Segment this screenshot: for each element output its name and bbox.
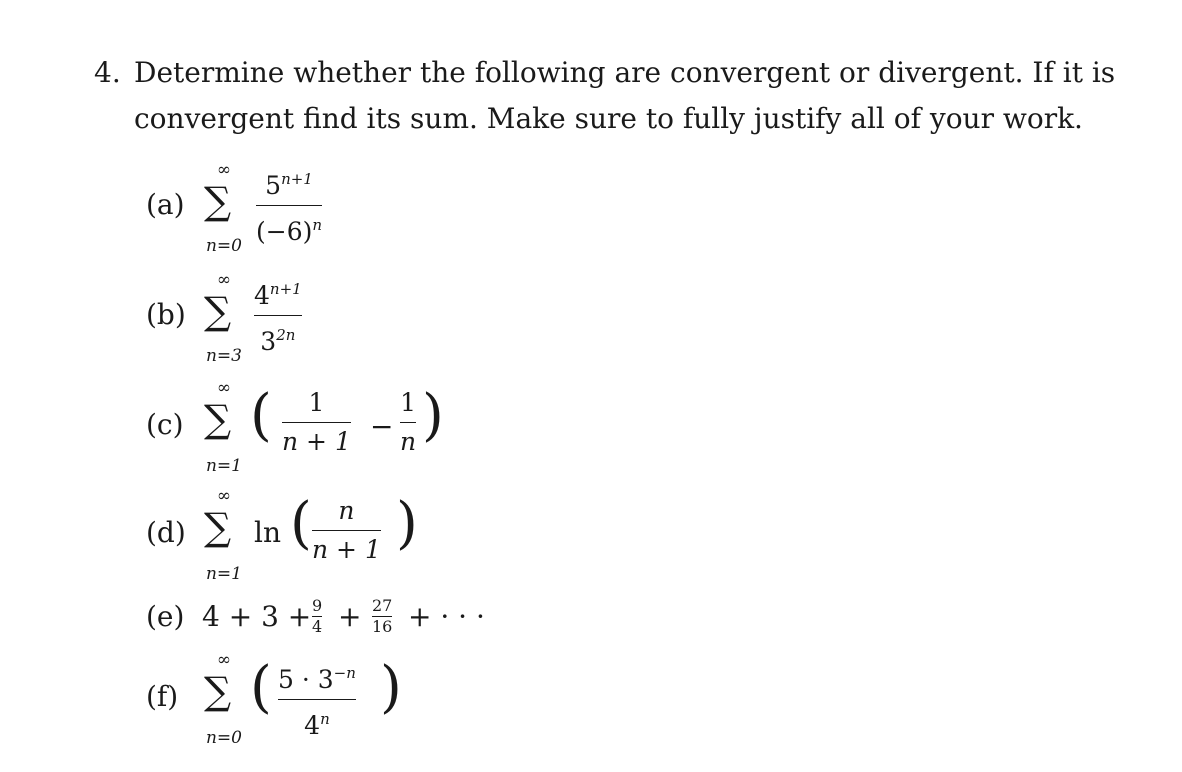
problem-line-1 — [94, 50, 1115, 96]
sigma-symbol: ∑ — [204, 289, 232, 333]
numerator: 1 — [400, 388, 416, 417]
sum-lower-limit: n=1 — [205, 456, 242, 476]
denominator: n — [400, 427, 417, 456]
item-label: (e) — [146, 600, 185, 633]
fraction-2 — [372, 598, 392, 635]
denominator: n + 1 — [282, 427, 351, 456]
plus-sign: + — [338, 600, 362, 633]
numerator: 9 — [312, 596, 323, 615]
ln-function: ln — [254, 516, 281, 549]
left-paren: ( — [250, 383, 272, 448]
left-paren: ( — [250, 655, 272, 720]
fraction-bar — [256, 205, 322, 206]
sigma-symbol: ∑ — [204, 397, 232, 441]
series-start: 4 + 3 + — [202, 600, 312, 633]
right-paren: ) — [380, 655, 402, 720]
sum-lower-limit: n=3 — [205, 346, 242, 366]
problem-number: 4. — [94, 56, 121, 89]
denominator: $3^{2n}$ — [260, 326, 296, 356]
numerator: 27 — [372, 596, 393, 615]
fraction-bar — [282, 422, 351, 423]
fraction — [278, 656, 356, 743]
denominator: 4 — [312, 617, 323, 636]
fraction — [256, 162, 322, 249]
fraction-bar — [254, 315, 302, 316]
minus-sign: − — [370, 410, 394, 443]
right-paren: ) — [396, 491, 418, 556]
sum-upper-limit: ∞ — [216, 160, 232, 180]
sum-upper-limit: ∞ — [216, 650, 232, 670]
fraction-2 — [400, 386, 416, 459]
fraction — [312, 494, 381, 567]
numerator: $4^{n+1}$ — [254, 280, 302, 310]
right-paren: ) — [422, 383, 444, 448]
fraction-bar — [312, 530, 381, 531]
numerator: n — [338, 496, 355, 525]
fraction — [254, 272, 302, 359]
sum-lower-limit: n=1 — [205, 564, 242, 584]
sigma-symbol: ∑ — [204, 179, 232, 223]
problem-text-1: Determine whether the following are convergent or divergent. If it is — [134, 56, 1116, 89]
fraction-1 — [312, 598, 322, 635]
denominator: 16 — [372, 617, 393, 636]
numerator: $5 \cdot 3^{-n}$ — [278, 664, 356, 694]
numerator: $5^{n+1}$ — [265, 170, 313, 200]
denominator: $(-6)^n$ — [256, 216, 323, 246]
left-paren: ( — [290, 491, 312, 556]
problem-statement — [94, 50, 1115, 142]
item-label: (f) — [146, 680, 179, 713]
problem-line-2: convergent find its sum. Make sure to fully justify all of your work. — [134, 102, 1083, 135]
item-label: (d) — [146, 516, 186, 549]
numerator: 1 — [308, 388, 325, 417]
item-label: (b) — [146, 298, 186, 331]
denominator: 4$^n$ — [304, 710, 330, 740]
fraction-bar — [278, 699, 356, 700]
item-label: (a) — [146, 188, 185, 221]
series-tail: + · · · — [408, 600, 485, 633]
sigma-symbol: ∑ — [204, 505, 232, 549]
sigma-symbol: ∑ — [204, 669, 232, 713]
fraction-1 — [282, 386, 351, 459]
sum-upper-limit: ∞ — [216, 486, 232, 506]
denominator: n + 1 — [312, 535, 381, 564]
fraction-bar — [400, 422, 416, 423]
sum-upper-limit: ∞ — [216, 270, 232, 290]
sum-lower-limit: n=0 — [205, 728, 242, 748]
item-label: (c) — [146, 408, 184, 441]
sum-lower-limit: n=0 — [205, 236, 242, 256]
sum-upper-limit: ∞ — [216, 378, 232, 398]
